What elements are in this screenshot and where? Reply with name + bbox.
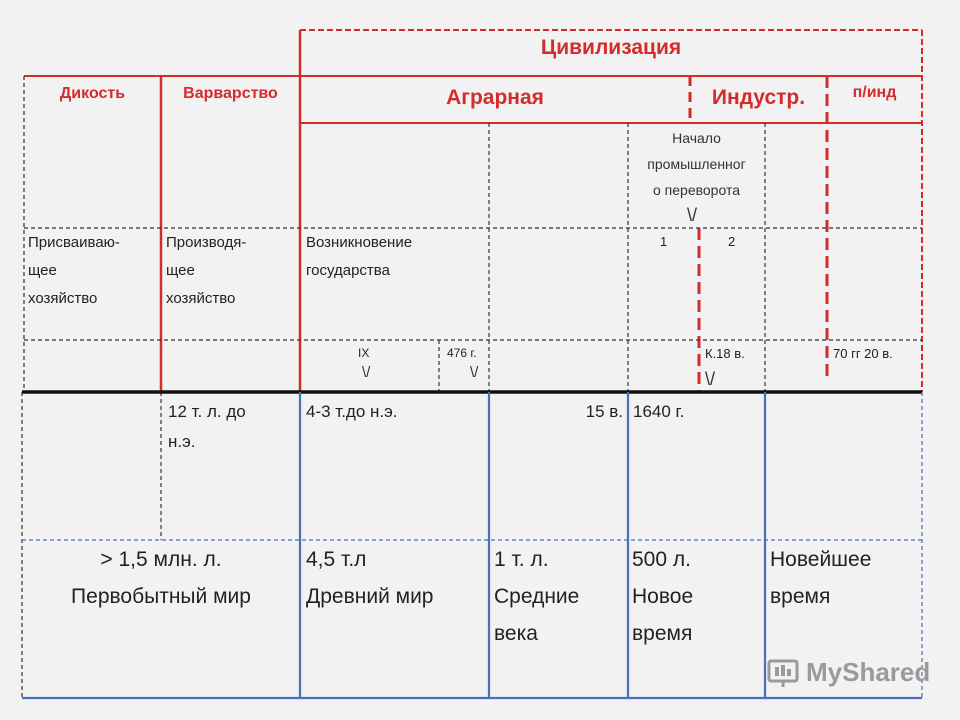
period-number-1: 1 — [660, 234, 668, 249]
70s-20-century-label: 70 гг 20 в. — [833, 346, 893, 361]
barbarism-header: Варварство — [183, 85, 278, 102]
postindustrial-header: п/инд — [852, 84, 897, 101]
middle-ages: 1 т. л. Средние века — [494, 548, 580, 645]
agrarian-header: Аграрная — [446, 86, 544, 109]
down-arrow-icon: \/ — [705, 369, 716, 389]
primitive-world: > 1,5 млн. л. Первобытный мир — [71, 548, 251, 608]
industrial-revolution-label: Начало промышленног о переворота — [647, 130, 746, 198]
savagery-header: Дикость — [59, 85, 126, 102]
watermark — [766, 655, 930, 689]
watermark-text: MyShared — [806, 656, 931, 687]
appropriating-economy: Присваиваю- щее хозяйство — [28, 234, 120, 307]
presentation-icon — [766, 655, 800, 689]
period-number-2: 2 — [728, 234, 736, 249]
civilization-header: Цивилизация — [540, 36, 682, 59]
12-thousand-years-label: 12 т. л. до н.э. — [168, 402, 246, 451]
ix-century-label: IX — [358, 346, 370, 360]
industrial-header: Индустр. — [711, 86, 806, 109]
down-arrow-icon: \/ — [687, 205, 698, 225]
down-arrow-icon: \/ — [470, 364, 479, 381]
15-century-label: 15 в. — [585, 402, 623, 421]
state-emergence: Возникновение государства — [306, 234, 413, 279]
down-arrow-icon: \/ — [362, 364, 371, 381]
4-3-thousand-bc-label: 4-3 т.до н.э. — [306, 402, 398, 421]
modern-times: 500 л. Новое время — [632, 548, 694, 645]
ancient-world: 4,5 т.л Древний мир — [306, 548, 434, 608]
producing-economy: Производя- щее хозяйство — [166, 234, 247, 307]
contemporary-times: Новейшее время — [770, 548, 872, 608]
year-1640-label: 1640 г. — [633, 402, 685, 421]
year-476-label: 476 г. — [447, 346, 477, 360]
end-18-century-label: К.18 в. — [705, 346, 745, 361]
